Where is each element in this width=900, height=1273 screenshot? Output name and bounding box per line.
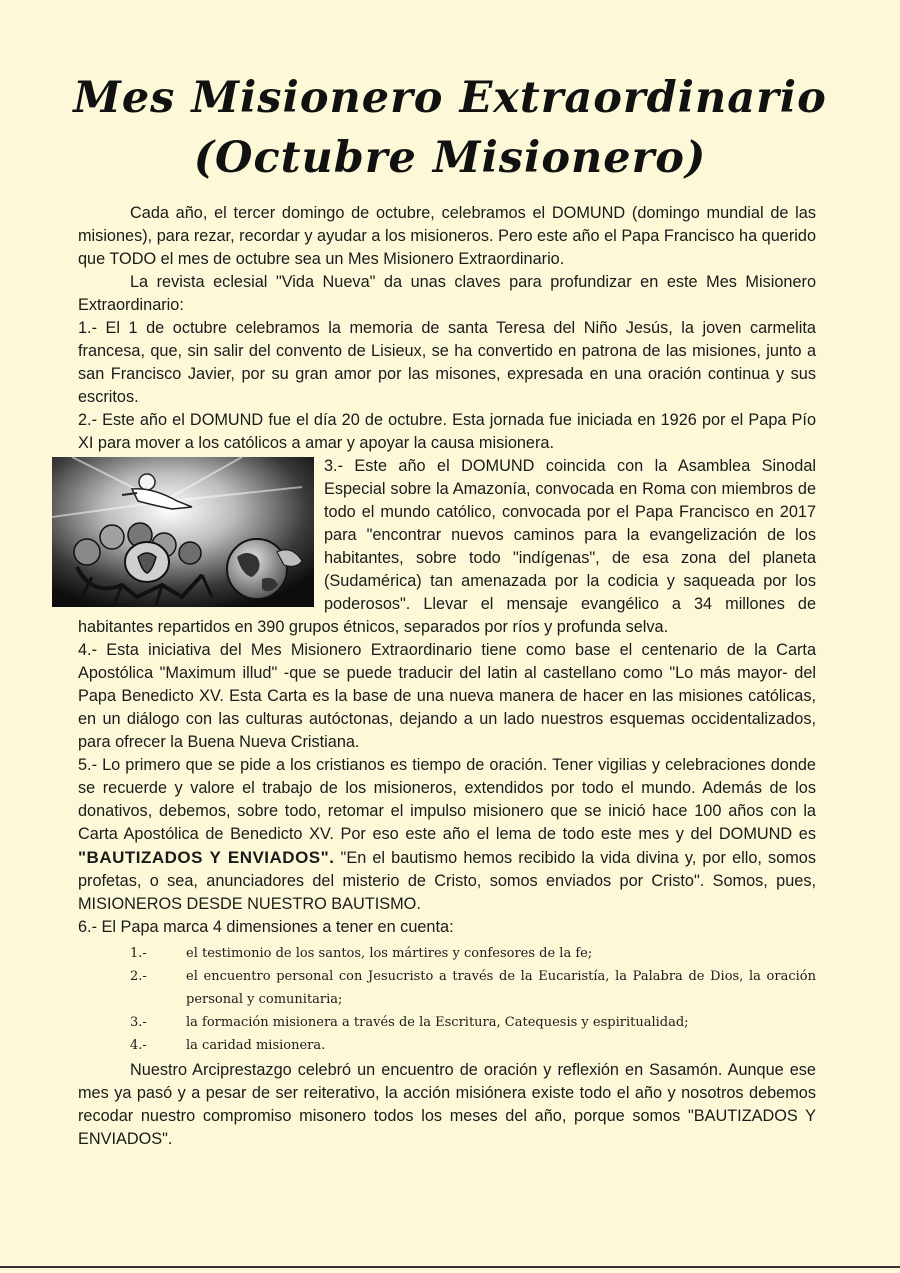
intro-paragraph-2: La revista eclesial "Vida Nueva" da unas claves para profundizar en este Mes Misionero Extraordinario:	[78, 273, 816, 314]
slogan-bold: "BAUTIZADOS Y ENVIADOS".	[78, 848, 335, 867]
point-5-continuation: "En el bautismo hemos recibido la vida divina y, por ello, somos profetas, o sea, anunciadores del misterio de Cristo, somos enviados por Cristo". Somos, pues, MISIONEROS DESDE NUESTRO BAUTISMO.	[78, 849, 817, 913]
point-3: 3.- Este año el DOMUND coincida con la Asamblea Sinodal Especial sobre la Amazonía, convocada en Roma con miembros de todo el mundo católico, convocada por el Papa Francisco en 2017 para "encontrar nuevos caminos para la evangelización de los habitantes, sobre todo "indígenas", de esa zona del planeta (Sudamérica) tan amenazada por la codicia y saqueada por los poderosos". Llevar el mensaje evangélico a 34 millones de habitantes repartidos en 390 grupos étnicos, separados por ríos y profunda selva.	[78, 457, 816, 636]
closing-paragraph: Nuestro Arciprestazgo celebró un encuentro de oración y reflexión en Sasamón. Aunque ese mes ya pasó y a pesar de ser reiterativo, la acción misiónera existe todo el año y nosotros debemos recodar nuestro compromiso misonero todos los meses del año, porque somos "BAUTIZADOS Y ENVIADOS".	[78, 1061, 816, 1148]
list-item-text: la caridad misionera.	[186, 1038, 326, 1053]
article-body	[78, 202, 816, 1151]
illustration-signature: Mañe	[290, 597, 310, 605]
list-item-number: 1.-	[130, 946, 147, 961]
intro-paragraph-1: Cada año, el tercer domingo de octubre, celebramos el DOMUND (domingo mundial de las misiones), para rezar, recordar y ayudar a los misioneros. Pero este año el Papa Francisco ha querido que TODO el mes de octubre sea un Mes Misionero Extraordinario.	[78, 204, 816, 268]
list-item-text: el encuentro personal con Jesucristo a través de la Eucaristía, la Palabra de Dios, la oración personal y comunitaria;	[186, 969, 816, 1007]
title-line-1: Mes Misionero Extraordinario	[73, 73, 827, 123]
list-item-text: la formación misionera a través de la Escritura, Catequesis y espiritualidad;	[186, 1015, 689, 1030]
title-line-2: (Octubre Misionero)	[193, 133, 707, 183]
mission-illustration	[52, 457, 314, 607]
list-item	[78, 965, 816, 1011]
dimensions-list	[78, 942, 816, 1057]
page-title	[0, 68, 900, 188]
list-item	[78, 1034, 816, 1057]
list-item	[78, 1011, 816, 1034]
point-6: 6.- El Papa marca 4 dimensiones a tener en cuenta:	[78, 918, 454, 936]
list-item-text: el testimonio de los santos, los mártires y confesores de la fe;	[186, 946, 593, 961]
list-item	[78, 942, 816, 965]
list-item-number: 2.-	[130, 969, 147, 984]
point-5-text: 5.- Lo primero que se pide a los cristianos es tiempo de oración. Tener vigilias y celebraciones donde se recuerde y valore el trabajo de los misioneros, extendidos por todo el mundo. Además de los donativos, debemos, sobre todo, retomar el impulso misionero que se inició hace 100 años con la Carta Apostólica de Benedicto XV. Por eso este año el lema de todo este mes y del DOMUND es	[78, 756, 816, 843]
list-item-number: 3.-	[130, 1015, 147, 1030]
point-4: 4.- Esta iniciativa del Mes Misionero Extraordinario tiene como base el centenario de la Carta Apostólica "Maximum illud" -que se puede traducir del latin al castellano como "Lo más mayor- del Papa Benedicto XV. Esta Carta es la base de una nueva manera de hacer en las misiones católicas, en un diálogo con las culturas autóctonas, dejando a un lado nuestros esquemas occidentalizados, para ofrecer la Buena Nueva Cristiana.	[78, 641, 816, 751]
point-1: 1.- El 1 de octubre celebramos la memoria de santa Teresa del Niño Jesús, la joven carmelita francesa, que, sin salir del convento de Lisieux, se ha convertido en patrona de las misiones, junto a san Francisco Javier, por su gran amor por las misones, expresada en una oración continua y sus escritos.	[78, 319, 816, 406]
point-5	[78, 754, 816, 916]
point-2: 2.- Este año el DOMUND fue el día 20 de octubre. Esta jornada fue iniciada en 1926 por el Papa Pío XI para mover a los católicos a amar y apoyar la causa misionera.	[78, 411, 816, 452]
page-bottom-rule	[0, 1266, 900, 1268]
list-item-number: 4.-	[130, 1038, 147, 1053]
